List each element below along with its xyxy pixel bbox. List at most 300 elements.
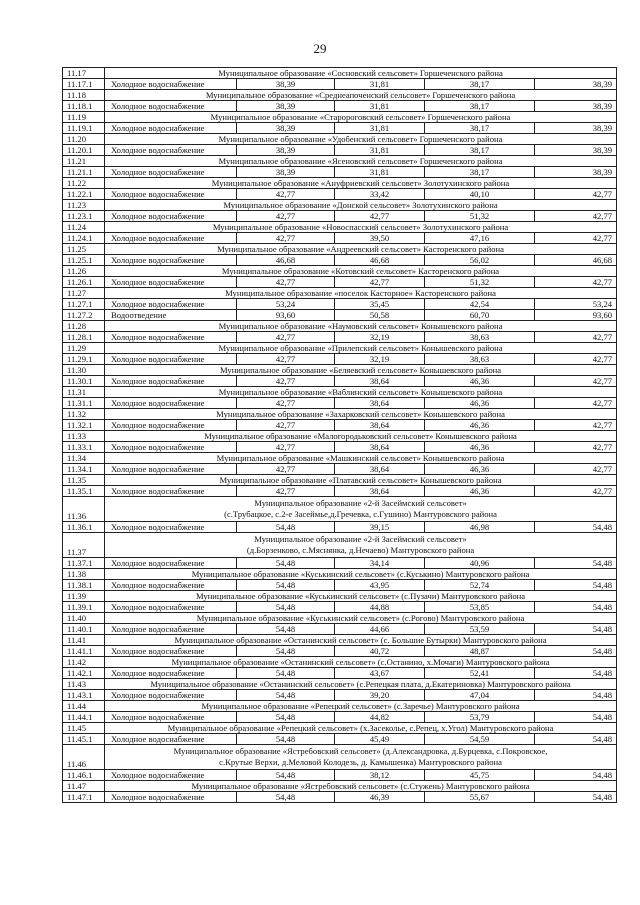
section-heading-row [63, 591, 617, 602]
service-name: Холодное водоснабжение [105, 211, 237, 222]
row-index: 11.21.1 [63, 167, 105, 178]
service-name: Холодное водоснабжение [105, 101, 237, 112]
tariff-value: 52,41 [425, 668, 535, 679]
tariff-value: 42,77 [535, 233, 617, 244]
tariff-value: 40,72 [335, 646, 425, 657]
tariff-value: 45,49 [335, 734, 425, 745]
tariff-value: 38,12 [335, 770, 425, 781]
section-index: 11.43 [63, 679, 105, 690]
tariff-value: 38,39 [535, 167, 617, 178]
tariff-value: 54,48 [237, 792, 335, 803]
row-index: 11.47.1 [63, 792, 105, 803]
tariff-value: 46,68 [535, 255, 617, 266]
tariff-value: 39,50 [335, 233, 425, 244]
section-heading-line: (д.Борзенково, с.Мяснянка, д.Нечаево) Мантуровского района [246, 545, 475, 555]
tariff-value: 44,82 [335, 712, 425, 723]
service-name: Холодное водоснабжение [105, 792, 237, 803]
section-heading-row [63, 68, 617, 79]
tariff-value: 47,16 [425, 233, 535, 244]
table-row [63, 690, 617, 701]
section-heading-line: (с.Трубацкое, с.2-е Засеймье,д.Гречевка, с.Гушино) Мантуровского района [224, 509, 497, 519]
service-name: Холодное водоснабжение [105, 712, 237, 723]
tariff-value: 32,19 [335, 332, 425, 343]
tariff-value: 54,48 [535, 734, 617, 745]
tariff-value: 54,48 [535, 522, 617, 533]
tariff-value: 38,17 [425, 167, 535, 178]
tariff-value: 42,77 [535, 376, 617, 387]
row-index: 11.42.1 [63, 668, 105, 679]
section-heading-row [63, 365, 617, 376]
section-index: 11.42 [63, 657, 105, 668]
tariff-value: 46,36 [425, 464, 535, 475]
tariff-table-body [63, 68, 617, 803]
tariff-value: 39,15 [335, 522, 425, 533]
section-heading: Муниципальное образование «Прилепский сельсовет» Конышевского района [105, 343, 617, 354]
table-row [63, 442, 617, 453]
section-heading: Муниципальное образование «Репецкий сельсовет» (х.Засеколье, с.Репец, х.Угол) Мантуровского района [105, 723, 617, 734]
section-heading-row [63, 244, 617, 255]
section-index: 11.44 [63, 701, 105, 712]
tariff-value: 54,48 [535, 558, 617, 569]
row-index: 11.38.1 [63, 580, 105, 591]
tariff-value: 54,48 [237, 580, 335, 591]
section-heading-row [63, 745, 617, 770]
row-index: 11.28.1 [63, 332, 105, 343]
section-heading-line: Муниципальное образование «2-й Засеймский сельсовет» [254, 498, 467, 508]
row-index: 11.37.1 [63, 558, 105, 569]
tariff-value: 93,60 [237, 310, 335, 321]
tariff-value: 54,59 [425, 734, 535, 745]
section-heading-row [63, 453, 617, 464]
tariff-value: 31,81 [335, 145, 425, 156]
service-name: Холодное водоснабжение [105, 522, 237, 533]
tariff-value: 52,74 [425, 580, 535, 591]
row-index: 11.17.1 [63, 79, 105, 90]
row-index: 11.41.1 [63, 646, 105, 657]
tariff-value: 39,20 [335, 690, 425, 701]
tariff-value: 46,39 [335, 792, 425, 803]
row-index: 11.33.1 [63, 442, 105, 453]
tariff-value: 54,48 [237, 558, 335, 569]
section-index: 11.32 [63, 409, 105, 420]
section-heading-row [63, 569, 617, 580]
tariff-value: 38,39 [535, 101, 617, 112]
row-index: 11.29.1 [63, 354, 105, 365]
section-heading-row [63, 723, 617, 734]
service-name: Холодное водоснабжение [105, 558, 237, 569]
tariff-value: 38,64 [335, 442, 425, 453]
section-heading: Муниципальное образование «Ваблинский сельсовет» Конышевского района [105, 387, 617, 398]
section-index: 11.37 [63, 533, 105, 558]
section-heading-row [63, 112, 617, 123]
tariff-value: 38,39 [237, 79, 335, 90]
tariff-value: 42,77 [335, 277, 425, 288]
tariff-value: 38,39 [535, 79, 617, 90]
tariff-value: 38,39 [237, 123, 335, 134]
row-index: 11.25.1 [63, 255, 105, 266]
tariff-value: 54,48 [535, 602, 617, 613]
tariff-value: 53,85 [425, 602, 535, 613]
table-row [63, 712, 617, 723]
row-index: 11.19.1 [63, 123, 105, 134]
section-heading: Муниципальное образование «Новоспасский сельсовет» Золотухинского района [105, 222, 617, 233]
tariff-value: 46,98 [425, 522, 535, 533]
tariff-value: 46,68 [335, 255, 425, 266]
row-index: 11.36.1 [63, 522, 105, 533]
service-name: Холодное водоснабжение [105, 277, 237, 288]
tariff-value: 42,77 [237, 398, 335, 409]
tariff-value: 40,96 [425, 558, 535, 569]
section-index: 11.35 [63, 475, 105, 486]
section-index: 11.41 [63, 635, 105, 646]
section-heading-row [63, 409, 617, 420]
tariff-value: 60,70 [425, 310, 535, 321]
tariff-value: 42,77 [535, 332, 617, 343]
tariff-value: 46,68 [237, 255, 335, 266]
section-heading-row [63, 134, 617, 145]
section-heading: Муниципальное образование «Ясеновский сельсовет» Горшеченского района [105, 156, 617, 167]
tariff-value: 42,77 [335, 211, 425, 222]
tariff-value: 44,66 [335, 624, 425, 635]
row-index: 11.35.1 [63, 486, 105, 497]
tariff-value: 51,32 [425, 277, 535, 288]
tariff-value: 42,77 [535, 277, 617, 288]
service-name: Холодное водоснабжение [105, 624, 237, 635]
tariff-value: 51,32 [425, 211, 535, 222]
section-index: 11.28 [63, 321, 105, 332]
service-name: Холодное водоснабжение [105, 602, 237, 613]
section-heading: Муниципальное образование «Захарковский сельсовет» Конышевского района [105, 409, 617, 420]
row-index: 11.20.1 [63, 145, 105, 156]
tariff-value: 50,58 [335, 310, 425, 321]
section-heading: Муниципальное образование «Беляевский сельсовет» Конышевского района [105, 365, 617, 376]
tariff-value: 38,39 [535, 123, 617, 134]
table-row [63, 580, 617, 591]
section-index: 11.34 [63, 453, 105, 464]
service-name: Холодное водоснабжение [105, 354, 237, 365]
table-row [63, 354, 617, 365]
table-row [63, 522, 617, 533]
tariff-value: 93,60 [535, 310, 617, 321]
tariff-value: 42,77 [237, 277, 335, 288]
tariff-value: 44,88 [335, 602, 425, 613]
table-row [63, 792, 617, 803]
row-index: 11.43.1 [63, 690, 105, 701]
service-name: Холодное водоснабжение [105, 668, 237, 679]
tariff-value: 54,48 [237, 668, 335, 679]
tariff-value: 42,77 [237, 442, 335, 453]
service-name: Холодное водоснабжение [105, 255, 237, 266]
row-index: 11.26.1 [63, 277, 105, 288]
tariff-value: 38,17 [425, 79, 535, 90]
tariff-value: 38,64 [335, 376, 425, 387]
service-name: Холодное водоснабжение [105, 189, 237, 200]
tariff-value: 54,48 [237, 770, 335, 781]
tariff-value: 42,77 [535, 442, 617, 453]
tariff-value: 54,48 [237, 646, 335, 657]
section-index: 11.26 [63, 266, 105, 277]
section-heading-row [63, 222, 617, 233]
section-heading: Муниципальное образование «Куськинский сельсовет» (с.Рогово) Мантуровского района [105, 613, 617, 624]
section-heading-row [63, 635, 617, 646]
section-heading: Муниципальное образование «Удобенский сельсовет» Горшеченского района [105, 134, 617, 145]
section-heading-row [63, 288, 617, 299]
tariff-value: 53,79 [425, 712, 535, 723]
section-heading-row [63, 475, 617, 486]
table-row [63, 233, 617, 244]
table-row [63, 299, 617, 310]
tariff-value: 54,48 [535, 580, 617, 591]
row-index: 11.44.1 [63, 712, 105, 723]
section-heading-row [63, 321, 617, 332]
tariff-value: 53,24 [535, 299, 617, 310]
tariff-value: 54,48 [535, 668, 617, 679]
service-name: Холодное водоснабжение [105, 376, 237, 387]
section-index: 11.17 [63, 68, 105, 79]
section-heading: Муниципальное образование «Среднеапоченский сельсовет» Горшеченского района [105, 90, 617, 101]
section-index: 11.31 [63, 387, 105, 398]
section-heading [105, 745, 617, 770]
section-index: 11.22 [63, 178, 105, 189]
section-heading: Муниципальное образование «Платавский сельсовет» Конышевского района [105, 475, 617, 486]
section-heading-row [63, 701, 617, 712]
table-row [63, 398, 617, 409]
section-heading: Муниципальное образование «Ануфриевский сельсовет» Золотухинского района [105, 178, 617, 189]
row-index: 11.23.1 [63, 211, 105, 222]
section-index: 11.30 [63, 365, 105, 376]
table-row [63, 646, 617, 657]
tariff-value: 42,77 [237, 233, 335, 244]
service-name: Холодное водоснабжение [105, 145, 237, 156]
service-name: Водоотведение [105, 310, 237, 321]
tariff-value: 38,39 [237, 101, 335, 112]
tariff-table [62, 67, 617, 803]
table-row [63, 101, 617, 112]
tariff-value: 43,95 [335, 580, 425, 591]
section-heading: Муниципальное образование «Котовский сельсовет» Касторенского района [105, 266, 617, 277]
section-heading: Муниципальное образование «Репецкий сельсовет» (с.Заречье) Мантуровского района [105, 701, 617, 712]
tariff-value: 48,87 [425, 646, 535, 657]
tariff-value: 55,67 [425, 792, 535, 803]
section-index: 11.39 [63, 591, 105, 602]
tariff-value: 54,48 [237, 624, 335, 635]
section-heading-row [63, 178, 617, 189]
tariff-value: 54,48 [535, 712, 617, 723]
row-index: 11.32.1 [63, 420, 105, 431]
tariff-value: 33,42 [335, 189, 425, 200]
tariff-value: 38,64 [335, 464, 425, 475]
table-row [63, 668, 617, 679]
section-heading [105, 497, 617, 522]
tariff-value: 54,48 [535, 770, 617, 781]
section-heading-row [63, 613, 617, 624]
table-row [63, 332, 617, 343]
tariff-value: 42,77 [535, 354, 617, 365]
table-row [63, 189, 617, 200]
tariff-value: 38,64 [335, 398, 425, 409]
tariff-value: 40,10 [425, 189, 535, 200]
tariff-value: 46,36 [425, 486, 535, 497]
tariff-value: 46,36 [425, 398, 535, 409]
section-heading: Муниципальное образование «Куськинский сельсовет» (с.Пузачи) Мантуровского района [105, 591, 617, 602]
service-name: Холодное водоснабжение [105, 580, 237, 591]
tariff-value: 38,64 [335, 420, 425, 431]
tariff-value: 31,81 [335, 79, 425, 90]
service-name: Холодное водоснабжение [105, 442, 237, 453]
table-row [63, 255, 617, 266]
tariff-value: 43,67 [335, 668, 425, 679]
section-heading-row [63, 533, 617, 558]
section-heading: Муниципальное образование «Малогородьковский сельсовет» Конышевского района [105, 431, 617, 442]
tariff-value: 54,48 [535, 792, 617, 803]
tariff-value: 54,48 [237, 734, 335, 745]
row-index: 11.34.1 [63, 464, 105, 475]
row-index: 11.22.1 [63, 189, 105, 200]
tariff-value: 31,81 [335, 167, 425, 178]
tariff-value: 34,14 [335, 558, 425, 569]
tariff-value: 42,77 [237, 464, 335, 475]
table-row [63, 376, 617, 387]
tariff-value: 56,02 [425, 255, 535, 266]
tariff-value: 53,24 [237, 299, 335, 310]
section-index: 11.21 [63, 156, 105, 167]
tariff-value: 42,77 [237, 189, 335, 200]
tariff-value: 46,36 [425, 420, 535, 431]
section-heading-row [63, 266, 617, 277]
section-heading-row [63, 781, 617, 792]
tariff-value: 42,54 [425, 299, 535, 310]
service-name: Холодное водоснабжение [105, 486, 237, 497]
tariff-value: 42,77 [535, 486, 617, 497]
tariff-value: 31,81 [335, 101, 425, 112]
table-row [63, 79, 617, 90]
tariff-value: 42,77 [237, 420, 335, 431]
section-index: 11.18 [63, 90, 105, 101]
section-heading [105, 533, 617, 558]
service-name: Холодное водоснабжение [105, 690, 237, 701]
tariff-value: 45,75 [425, 770, 535, 781]
tariff-value: 54,48 [237, 522, 335, 533]
section-heading-row [63, 156, 617, 167]
table-row [63, 211, 617, 222]
tariff-value: 32,19 [335, 354, 425, 365]
section-heading-row [63, 497, 617, 522]
row-index: 11.24.1 [63, 233, 105, 244]
tariff-value: 38,63 [425, 354, 535, 365]
table-row [63, 145, 617, 156]
section-heading-row [63, 679, 617, 690]
tariff-value: 38,64 [335, 486, 425, 497]
section-index: 11.36 [63, 497, 105, 522]
section-index: 11.46 [63, 745, 105, 770]
tariff-value: 38,17 [425, 145, 535, 156]
table-row [63, 486, 617, 497]
service-name: Холодное водоснабжение [105, 464, 237, 475]
section-heading-row [63, 431, 617, 442]
tariff-value: 46,36 [425, 442, 535, 453]
tariff-value: 42,77 [535, 211, 617, 222]
table-row [63, 464, 617, 475]
service-name: Холодное водоснабжение [105, 233, 237, 244]
service-name: Холодное водоснабжение [105, 398, 237, 409]
row-index: 11.31.1 [63, 398, 105, 409]
section-index: 11.40 [63, 613, 105, 624]
service-name: Холодное водоснабжение [105, 734, 237, 745]
service-name: Холодное водоснабжение [105, 123, 237, 134]
tariff-value: 38,39 [535, 145, 617, 156]
tariff-value: 42,77 [535, 464, 617, 475]
section-heading: Муниципальное образование «Старороговский сельсовет» Горшеченского района [105, 112, 617, 123]
row-index: 11.39.1 [63, 602, 105, 613]
section-heading: Муниципальное образование «Донской сельсовет» Золотухинского района [105, 200, 617, 211]
table-row [63, 310, 617, 321]
section-heading: Муниципальное образование «Наумовский сельсовет» Конышевского района [105, 321, 617, 332]
section-heading: Муниципальное образование «Ястребовский сельсовет» (с.Стужень) Мантуровского района [105, 781, 617, 792]
section-index: 11.45 [63, 723, 105, 734]
tariff-value: 54,48 [535, 646, 617, 657]
section-index: 11.19 [63, 112, 105, 123]
row-index: 11.30.1 [63, 376, 105, 387]
section-heading: Муниципальное образование «поселок Касторное» Касторенского района [105, 288, 617, 299]
tariff-value: 38,63 [425, 332, 535, 343]
section-heading-row [63, 343, 617, 354]
service-name: Холодное водоснабжение [105, 646, 237, 657]
service-name: Холодное водоснабжение [105, 332, 237, 343]
tariff-value: 42,77 [237, 354, 335, 365]
tariff-value: 54,48 [237, 690, 335, 701]
tariff-value: 38,17 [425, 101, 535, 112]
table-row [63, 624, 617, 635]
section-heading-line: с.Крутые Верхи, д.Меловой Колодезь, д. Камышенка) Мантуровского района [219, 757, 502, 767]
service-name: Холодное водоснабжение [105, 299, 237, 310]
tariff-value: 31,81 [335, 123, 425, 134]
section-heading: Муниципальное образование «Сосновский сельсовет» Горшеченского района [105, 68, 617, 79]
service-name: Холодное водоснабжение [105, 79, 237, 90]
row-index: 11.27.2 [63, 310, 105, 321]
tariff-value: 42,77 [237, 211, 335, 222]
service-name: Холодное водоснабжение [105, 770, 237, 781]
tariff-value: 42,77 [535, 189, 617, 200]
table-row [63, 167, 617, 178]
table-row [63, 558, 617, 569]
page-number: 29 [313, 41, 327, 56]
row-index: 11.18.1 [63, 101, 105, 112]
table-row [63, 420, 617, 431]
row-index: 11.27.1 [63, 299, 105, 310]
section-heading-row [63, 200, 617, 211]
section-heading: Муниципальное образование «Останинский сельсовет» (с.Останино, х.Мочаги) Мантуровского района [105, 657, 617, 668]
section-index: 11.25 [63, 244, 105, 255]
table-row [63, 734, 617, 745]
section-heading: Муниципальное образование «Андреевский сельсовет» Касторенского района [105, 244, 617, 255]
section-index: 11.33 [63, 431, 105, 442]
table-row [63, 602, 617, 613]
section-heading: Муниципальное образование «Куськинский сельсовет» (с.Куськино) Мантуровского района [105, 569, 617, 580]
section-heading-row [63, 90, 617, 101]
tariff-value: 46,36 [425, 376, 535, 387]
section-heading-line: Муниципальное образование «Ястребовский сельсовет» (д.Александровка, д.Бурцевка, с.Покровское, [173, 746, 548, 756]
section-index: 11.20 [63, 134, 105, 145]
tariff-value: 47,04 [425, 690, 535, 701]
row-index: 11.45.1 [63, 734, 105, 745]
table-row [63, 277, 617, 288]
tariff-value: 42,77 [237, 486, 335, 497]
section-heading: Муниципальное образование «Машкинский сельсовет» Конышевского района [105, 453, 617, 464]
service-name: Холодное водоснабжение [105, 167, 237, 178]
tariff-value: 38,17 [425, 123, 535, 134]
tariff-value: 35,45 [335, 299, 425, 310]
row-index: 11.40.1 [63, 624, 105, 635]
